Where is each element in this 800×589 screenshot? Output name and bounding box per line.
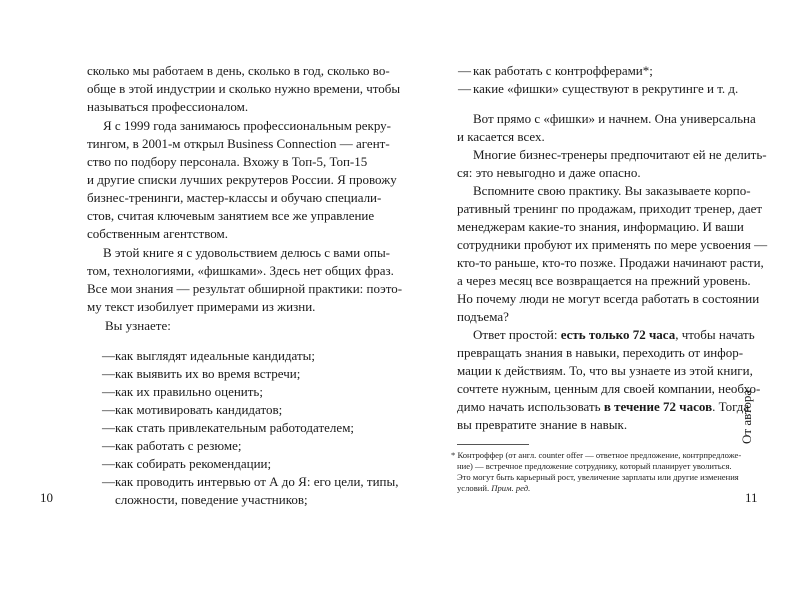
answer-l5-post: . Тогда [712, 399, 750, 414]
footnote-text: условий. [457, 483, 492, 493]
text-line: мации к действиям. То, что вы узнаете из этой книги, [457, 363, 753, 378]
list-dash: — [102, 420, 115, 435]
answer-post: , чтобы начать [675, 327, 755, 342]
text-line: вы превратите знание в навык. [457, 417, 628, 432]
text-line: сколько мы работаем в день, сколько в год, сколько во- [87, 63, 390, 78]
list-dash: — [102, 366, 115, 381]
text-line: сотрудники пробуют их применять по мере усвоения — [457, 237, 768, 252]
text-line: и касается всех. [457, 129, 545, 144]
list-item: как работать с контрофферами*; [473, 63, 653, 78]
answer-line-bold [457, 398, 749, 416]
page-number: 10 [40, 490, 53, 505]
text-line: му текст изобилует примерами из жизни. [87, 299, 316, 314]
list-item: как мотивировать кандидатов; [115, 402, 283, 417]
text-line: подъема? [457, 309, 509, 324]
list-item-continuation: сложности, поведение участников; [115, 492, 308, 507]
answer-l5-pre: димо начать использовать [457, 399, 604, 414]
list-dash: — [102, 348, 115, 363]
text-line: ся: это невыгодно и даже опасно. [457, 165, 641, 180]
list-dash: — [102, 402, 115, 417]
list-item: какие «фишки» существуют в рекрутинге и т. д. [473, 81, 739, 96]
list-item: как их правильно оценить; [115, 384, 263, 399]
text-line: называться профессионалом. [87, 99, 249, 114]
list-dash: — [458, 81, 471, 96]
text-line: Вот прямо с «фишки» и начнем. Она универсальна [473, 111, 756, 126]
right-page [400, 0, 800, 589]
page-number: 11 [745, 490, 758, 505]
answer-bold-72-hours: есть только 72 часа [560, 327, 676, 342]
list-dash: — [102, 456, 115, 471]
list-item: как стать привлекательным работодателем; [115, 420, 355, 435]
running-head-text: От автора [739, 389, 754, 444]
list-intro: Вы узнаете: [105, 318, 171, 333]
text-line: кто-то раньше, кто-то позже. Продажи начинают расти, [457, 255, 764, 270]
list-dash: — [102, 474, 115, 489]
answer-pre: Ответ простой: [473, 327, 561, 342]
text-line: ративный тренинг по продажам, приходит тренер, дает [457, 201, 763, 216]
text-line: Вспомните свою практику. Вы заказываете корпо- [473, 183, 751, 198]
list-item: как выявить их во время встречи; [115, 366, 301, 381]
text-line: В этой книге я с удовольствием делюсь с вами опы- [103, 245, 391, 260]
list-item: как выглядят идеальные кандидаты; [115, 348, 315, 363]
list-item: как работать с резюме; [115, 438, 242, 453]
text-line: том, технологиями, «фишками». Здесь нет общих фраз. [87, 263, 394, 278]
text-line: Я с 1999 года занимаюсь профессиональным рекру- [103, 118, 391, 133]
answer-bold-within-72-hours: в течение 72 часов [603, 399, 713, 414]
list-item: как проводить интервью от А до Я: его цели, типы, [115, 474, 399, 489]
text-line: обще в этой индустрии и сколько нужно времени, чтобы [87, 81, 401, 96]
text-line: Но почему люди не могут всегда работать в состоянии [457, 291, 760, 306]
footnote-line: Это могут быть карьерный рост, увеличение зарплаты или другие изменения [457, 472, 739, 482]
answer-line [473, 326, 755, 344]
text-line: тингом, в 2001-м открыл Business Connection — агент- [87, 136, 390, 151]
footnote-line [457, 483, 530, 494]
text-line: Многие бизнес-тренеры предпочитают ей не делить- [473, 147, 767, 162]
text-line: собственным агентством. [87, 226, 229, 241]
running-head [739, 384, 757, 444]
text-line: бизнес-тренинги, мастер-классы и обучаю специали- [87, 190, 382, 205]
text-line: сочтете нужным, ценным для своей компании, необхо- [457, 381, 761, 396]
text-line: превращать знания в навыки, переходить от инфор- [457, 345, 744, 360]
text-line: стов, считая ключевым занятием все же управление [87, 208, 375, 223]
text-line: и другие списки лучших рекрутеров России. Я провожу [87, 172, 397, 187]
text-line: а через месяц все возвращается на прежний уровень. [457, 273, 751, 288]
list-item: как собирать рекомендации; [115, 456, 272, 471]
footnote-rule [457, 444, 529, 445]
text-line: Все мои знания — результат обширной практики: поэто- [87, 281, 403, 296]
footnote-line: * Контроффер (от англ. counter offer — ответное предложение, контрпредложе- [451, 450, 742, 460]
list-dash: — [458, 63, 471, 78]
list-dash: — [102, 384, 115, 399]
editor-note: Прим. ред. [491, 483, 531, 493]
text-line: менеджерам какие-то знания, информацию. И ваши [457, 219, 744, 234]
list-dash: — [102, 438, 115, 453]
text-line: ство по подбору персонала. Вхожу в Топ-5, Топ-15 [87, 154, 368, 169]
footnote-line: ние) — встречное предложение сотруднику, который планирует уволиться. [457, 461, 732, 471]
